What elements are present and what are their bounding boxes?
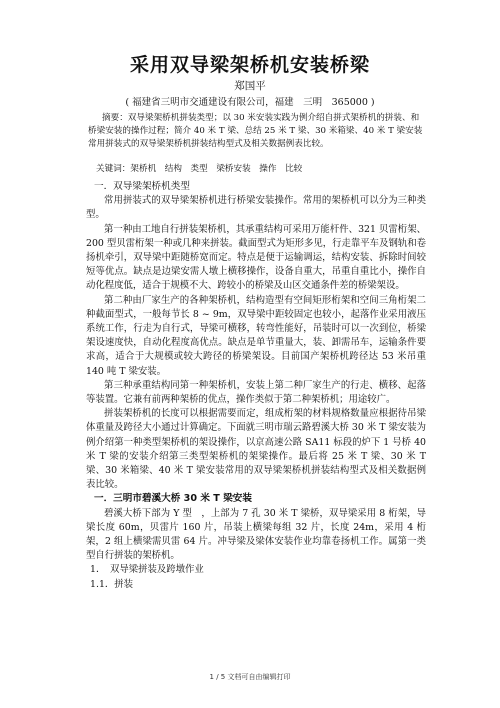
paragraph: 常用拼装式的双导梁架桥机进行桥梁安装操作。常用的架桥机可以分为三种类型。 bbox=[86, 195, 426, 221]
paragraph: 第一种由工地自行拼装架桥机，其承重结构可采用万能杆件、321 贝雷桁架、200 型贝雷桁架一种或几种来拼装。截面型式为矩形多见，行走靠平车及钢轨和卷扬机牵引，双导梁中距随桥宽而定。特点是便于运输调运，结构安装、拆除时间较短等优点。缺点是边梁安需人墩上横移操作，设备自重大，吊重自重比小，操作自动化程度低，适合于规模不大、跨较小的桥梁及山区交通条件差的桥梁架设。 bbox=[86, 223, 426, 292]
paragraph: 第三种承重结构同第一种架桥机，安装上第二种厂家生产的行走、横移、起落等装置。它兼有前两种架桥的优点，操作类似于第二种架桥机；用途较广。 bbox=[86, 379, 426, 406]
page-footer: 1 / 5 文档可自由编辑打印 bbox=[209, 673, 291, 681]
keywords: 关键词：架桥机 结构 类型 梁桥安装 操作 比较 bbox=[96, 164, 303, 174]
page-title: 采用双导梁架桥机安装桥梁 bbox=[129, 54, 370, 76]
paragraph: 第二种由厂家生产的各种架桥机，结构造型有空间矩形桁架和空间三角桁架二种截面型式，一般每节长 8 ~ 9m，双导梁中距较固定也较小，起落作业采用液压系统工作，行走为自行式，导梁可横移，转弯性能好，吊装时可以一次到位，桥梁架设速度快，自动化程度高优点。缺点是单节重量大，装、卸需吊车，运输条件要求高，适合于大规模或较大跨径的桥梁架设。目前国产架桥机跨径达 53 米吊重 140 吨 T 梁安装。 bbox=[86, 294, 426, 377]
author-name: 郑国平 bbox=[234, 80, 266, 92]
subsection-heading: 1.1．拼装 bbox=[90, 578, 134, 590]
paragraph: 碧溪大桥下部为 Y 型 ，上部为 7 孔 30 米 T 梁桥，双导梁采用 8 桁架，导梁长度 60m，贝雷片 160 片，吊装上横梁每组 32 片，长度 24m，采用 4 桁架，2 组上横梁需贝雷 64 片。冲导梁及梁体安装作业均靠卷扬机工作。属第一类型自行拼装的架桥机。 bbox=[86, 507, 426, 562]
section-heading-types: 一．双导梁架桥机类型 bbox=[94, 181, 190, 192]
abstract: 摘要：双导梁架桥机拼装类型；以 30 米安装实践为例介绍自拼式架桥机的拼装、和桥梁安装的操作过程；简介 40 米 T 梁、总结 25 米 T 梁、30 米箱梁、40 米 T 梁安装常用拼装式的双导梁架桥机拼装结构型式及相关数据例表比较。 bbox=[88, 113, 423, 149]
section-heading-bixi-bridge: 一．三明市碧溪大桥 30 米 T 梁安装 bbox=[94, 493, 252, 505]
author-affiliation: ( 福建省三明市交通建设有限公司，福建 三明 365000 ) bbox=[125, 97, 375, 108]
document-body bbox=[86, 180, 426, 592]
subsection-heading: 1． 双导梁拼装及跨墩作业 bbox=[90, 564, 204, 576]
paragraph: 拼装架桥机的长度可以根据需要而定，组成桁架的材料规格数量应根据待吊梁体重量及跨径大小通过计算确定。下面就三明市瑞云路碧溪大桥 30 米 T 梁安装为例介绍第一种类型架桥机的架设操作，以京高速公路 SA11 标段的炉下 1 号桥 40 米 T 梁的安装介绍第三类型架桥机的架梁操作。最后将 25 米 T 梁、30 米 T 梁、30 米箱梁、40 米 T 梁安装常用的双导梁架桥机拼装结构型式及相关数据例表比较。 bbox=[86, 408, 426, 491]
